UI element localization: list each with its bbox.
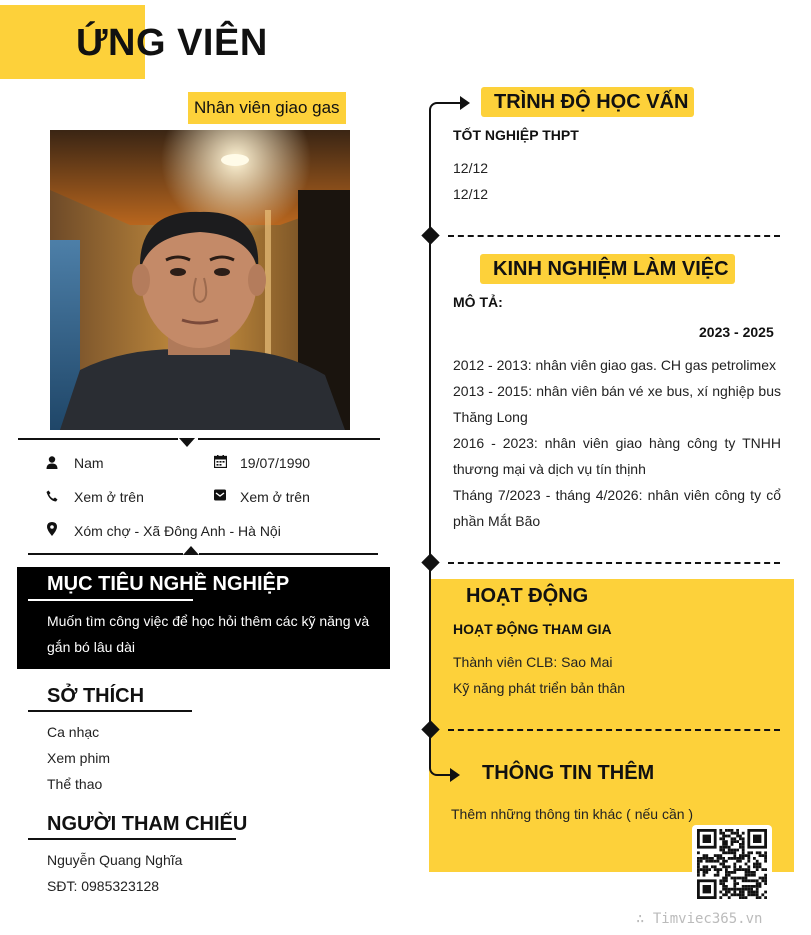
- hobbies-title: SỞ THÍCH: [47, 685, 145, 707]
- timeline-arrow-icon: [450, 768, 460, 782]
- section-divider: [448, 729, 780, 731]
- calendar-icon: [213, 454, 227, 468]
- extra-info-text: Thêm những thông tin khác ( nếu cần ): [451, 806, 694, 822]
- timeline-arrow-icon: [460, 96, 470, 110]
- timeline-top-connector: [442, 102, 462, 104]
- activities-title: HOẠT ĐỘNG: [466, 585, 589, 607]
- page-title: ỨNG VIÊN: [76, 22, 268, 64]
- section-divider: [448, 562, 780, 564]
- timeline-line: [429, 116, 431, 764]
- experience-item: 2012 - 2013: nhân viên giao gas. CH gas petrolimex: [453, 357, 776, 373]
- email-value: Xem ở trên: [240, 489, 310, 505]
- candidate-photo: [50, 130, 350, 430]
- extra-info-title: THÔNG TIN THÊM: [482, 762, 655, 784]
- timeline-top-curve: [429, 102, 443, 118]
- location-pin-icon: [45, 522, 59, 536]
- divider-right-2: [199, 553, 378, 555]
- experience-title: KINH NGHIỆM LÀM VIỆC: [493, 258, 729, 280]
- objective-title: MỤC TIÊU NGHỀ NGHIỆP: [47, 573, 290, 595]
- hobby-item: Xem phim: [47, 750, 111, 766]
- email-icon: [213, 488, 227, 502]
- section-divider: [448, 235, 780, 237]
- objective-text: Muốn tìm công việc để học hỏi thêm các kỹ năng và gắn bó lâu dài: [47, 613, 370, 655]
- experience-item: 2016 - 2023: nhân viên giao hàng công ty TNHH thương mại và dịch vụ tín thịnh: [453, 435, 781, 477]
- gender-value: Nam: [74, 455, 104, 471]
- divider-right: [198, 438, 380, 440]
- hobbies-title-underline: [28, 710, 192, 712]
- user-icon: [45, 455, 59, 469]
- timeline-node: [421, 553, 439, 571]
- divider-up-arrow: [183, 546, 199, 555]
- reference-title: NGƯỜI THAM CHIẾU: [47, 813, 248, 835]
- education-title: TRÌNH ĐỘ HỌC VẤN: [494, 91, 689, 113]
- birthday-value: 19/07/1990: [240, 455, 311, 471]
- address-value: Xóm chợ - Xã Đông Anh - Hà Nội: [74, 523, 281, 539]
- experience-label: MÔ TẢ:: [453, 294, 503, 310]
- experience-item: 2013 - 2015: nhân viên bán vé xe bus, xí nghiệp bus Thăng Long: [453, 383, 781, 425]
- divider-left: [18, 438, 178, 440]
- timeline-node: [421, 226, 439, 244]
- activities-subtitle: HOẠT ĐỘNG THAM GIA: [453, 621, 612, 637]
- education-line: 12/12: [453, 186, 489, 202]
- qr-code: [692, 825, 772, 903]
- phone-value: Xem ở trên: [74, 489, 144, 505]
- activity-item: Kỹ năng phát triển bản thân: [453, 680, 626, 696]
- reference-name: Nguyễn Quang Nghĩa: [47, 852, 183, 868]
- reference-phone: SĐT: 0985323128: [47, 878, 160, 894]
- hobby-item: Ca nhạc: [47, 724, 100, 740]
- divider-down-arrow: [179, 438, 195, 447]
- phone-icon: [45, 489, 59, 503]
- activity-item: Thành viên CLB: Sao Mai: [453, 654, 613, 670]
- job-title-badge: Nhân viên giao gas: [188, 92, 346, 124]
- divider-left-2: [28, 553, 183, 555]
- reference-title-underline: [28, 838, 236, 840]
- education-line: 12/12: [453, 160, 489, 176]
- experience-item: Tháng 7/2023 - tháng 4/2026: nhân viên công ty cổ phần Mắt Bão: [453, 487, 781, 529]
- timeline-bottom-curve: [429, 760, 443, 776]
- education-degree: TỐT NGHIỆP THPT: [453, 127, 579, 143]
- hobby-item: Thể thao: [47, 776, 103, 792]
- experience-period: 2023 - 2025: [699, 324, 774, 340]
- watermark: ∴ Timviec365.vn: [636, 911, 763, 927]
- objective-title-underline: [28, 599, 193, 601]
